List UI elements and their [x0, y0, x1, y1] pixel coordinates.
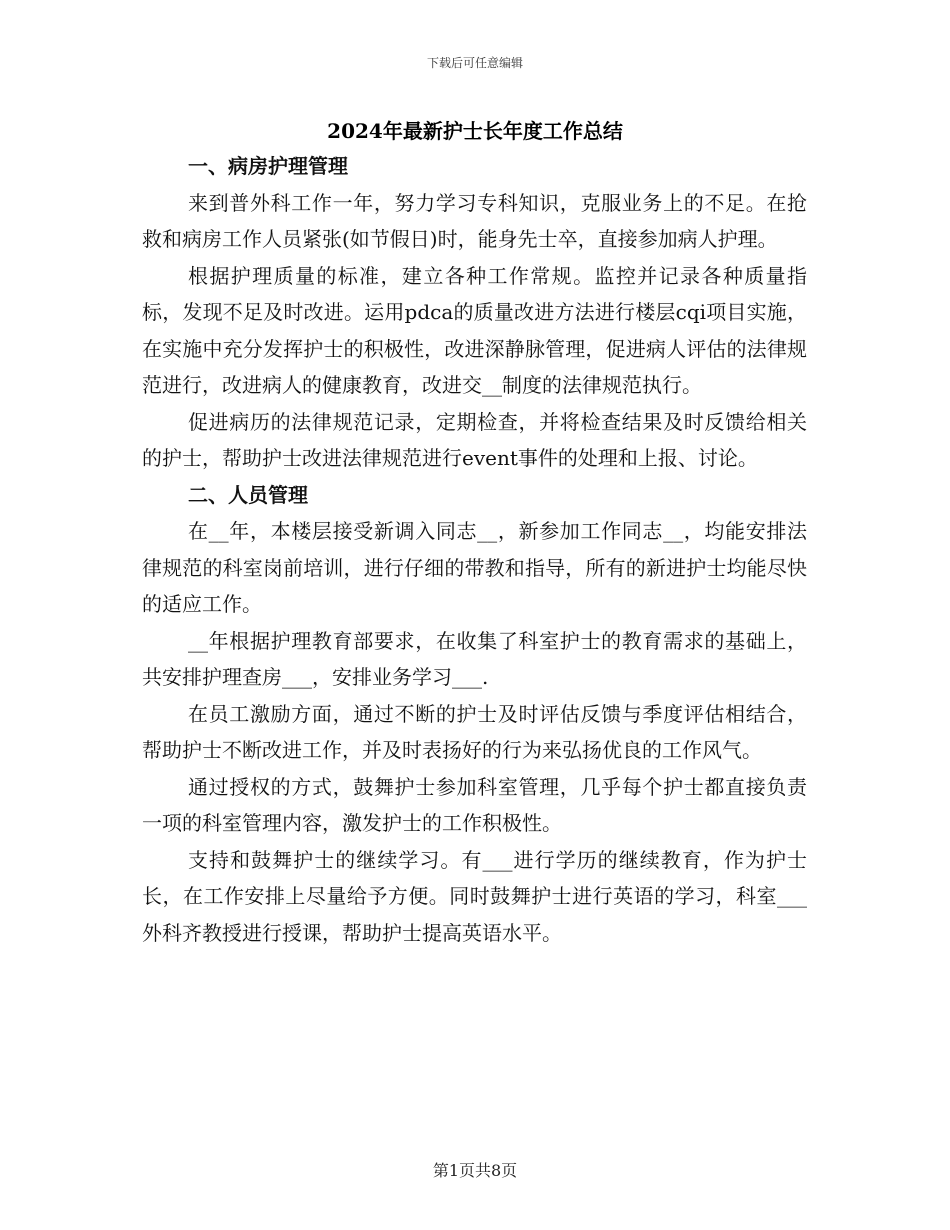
section-heading-personnel: 二、人员管理 — [188, 482, 308, 507]
paragraph: 通过授权的方式，鼓舞护士参加科室管理，几乎每个护士都直接负责一项的科室管理内容，激发护士的工作积极性。 — [142, 774, 807, 835]
paragraph: 根据护理质量的标准，建立各种工作常规。监控并记录各种质量指标，发现不足及时改进。运用pdca的质量改进方法进行楼层cqi项目实施，在实施中充分发挥护士的积极性，改进深静脉管理，促进病人评估的法律规范进行，改进病人的健康教育，改进交__制度的法律规范执行。 — [142, 263, 807, 397]
section-heading-ward: 一、病房护理管理 — [188, 154, 348, 178]
paragraph: 促进病历的法律规范记录，定期检查，并将检查结果及时反馈给相关的护士，帮助护士改进法律规范进行event事件的处理和上报、讨论。 — [142, 409, 807, 470]
page-number: 第1页共8页 — [432, 1161, 518, 1180]
document-title: 2024年最新护士长年度工作总结 — [327, 119, 623, 143]
header-note: 下载后可任意编辑 — [426, 56, 523, 70]
document-body — [142, 148, 807, 951]
paragraph: 在__年，本楼层接受新调入同志__，新参加工作同志__，均能安排法律规范的科室岗前培训，进行仔细的带教和指导，所有的新进护士均能尽快的适应工作。 — [142, 519, 807, 616]
paragraph: 支持和鼓舞护士的继续学习。有___进行学历的继续教育，作为护士长，在工作安排上尽量给予方便。同时鼓舞护士进行英语的学习，科室___外科齐教授进行授课，帮助护士提高英语水平。 — [142, 847, 807, 945]
paragraph: __年根据护理教育部要求，在收集了科室护士的教育需求的基础上，共安排护理查房___，安排业务学习___. — [142, 628, 807, 689]
paragraph: 在员工激励方面，通过不断的护士及时评估反馈与季度评估相结合，帮助护士不断改进工作，并及时表扬好的行为来弘扬优良的工作风气。 — [142, 701, 807, 762]
paragraph: 来到普外科工作一年，努力学习专科知识，克服业务上的不足。在抢救和病房工作人员紧张(如节假日)时，能身先士卒，直接参加病人护理。 — [142, 190, 807, 251]
